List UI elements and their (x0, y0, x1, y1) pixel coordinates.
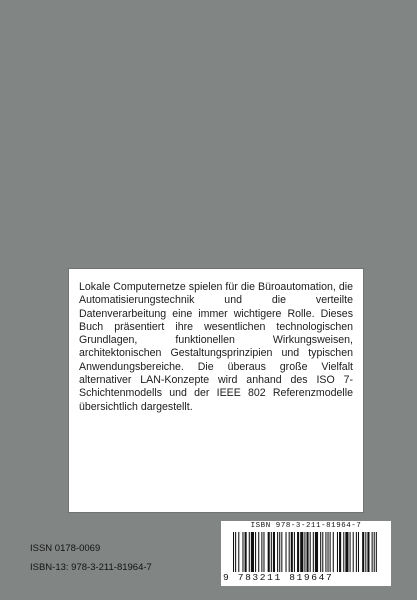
barcode-bar (310, 532, 311, 572)
barcode-bar (315, 532, 318, 572)
barcode-bar (374, 532, 375, 576)
barcode-bar (343, 532, 344, 572)
barcode-bar (367, 532, 369, 572)
barcode-bar (328, 532, 329, 572)
barcode-bar (372, 532, 373, 572)
barcode-bar (350, 532, 351, 572)
barcode-bar (242, 532, 243, 572)
barcode-bar (322, 532, 323, 572)
barcode-bar (261, 532, 262, 572)
barcode-bar (286, 532, 287, 572)
barcode-bar (304, 532, 305, 572)
barcode-bar (358, 532, 359, 572)
blurb-text: Lokale Computernetze spielen für die Büroautomation, die Automatisierungstechnik und die verteilte Datenverarbeitung eine immer wichtigere Rolle. Dieses Buch präsentiert ihre wesentlichen technologischen Grundlagen, funktionellen Wirkungsweisen, architektonischen Gestaltungsprinzipien und typischen Anwendungsbereiche. Die überaus große Vielfalt alternativer LAN-Konzepte wird anhand des ISO 7-Schichtenmodells und der IEEE 802 Referenzmodelle übersichtlich dargestellt. (79, 281, 353, 413)
barcode-bar (273, 532, 275, 572)
barcode-bar (245, 532, 247, 572)
barcode-bar (238, 532, 239, 572)
barcode-bar (294, 532, 295, 572)
barcode-bar (353, 532, 354, 572)
barcode-bar (330, 532, 331, 572)
blurb-panel (68, 268, 364, 513)
barcode-bar (345, 532, 348, 572)
barcode-bar (258, 532, 259, 572)
barcode-bar (249, 532, 250, 572)
barcode-bar (307, 532, 309, 572)
barcode-bar (339, 532, 341, 572)
barcode-bar (233, 532, 234, 576)
barcode-bar (251, 532, 254, 572)
barcode-bar (289, 532, 290, 572)
barcode-bar (333, 532, 334, 572)
issn-line: ISSN 0178-0069 (30, 543, 101, 554)
barcode-bar (268, 532, 270, 572)
barcode-bar (235, 532, 236, 576)
barcode-bar (255, 532, 256, 572)
barcode-bar (291, 532, 293, 572)
barcode-bar (263, 532, 264, 572)
barcode-bar (376, 532, 377, 576)
barcode-panel (221, 521, 391, 586)
barcode-bar (271, 532, 272, 572)
barcode-isbn-label: ISBN 978-3-211-81964-7 (250, 522, 362, 530)
barcode-bar (281, 532, 282, 572)
barcode-bar (356, 532, 357, 572)
barcode-digits: 9 783211 819647 (223, 572, 389, 583)
barcode-bar (313, 532, 314, 572)
barcode-bar (300, 532, 303, 572)
barcode-bar (325, 532, 326, 572)
barcode-bar (279, 532, 280, 572)
barcode-bar (337, 532, 338, 572)
barcode-bar (277, 532, 278, 572)
barcode-bar (297, 532, 299, 572)
barcode-bar (320, 532, 321, 576)
barcode-bar (362, 532, 364, 572)
barcode-bar (365, 532, 366, 572)
isbn13-line: ISBN-13: 978-3-211-81964-7 (30, 562, 152, 573)
